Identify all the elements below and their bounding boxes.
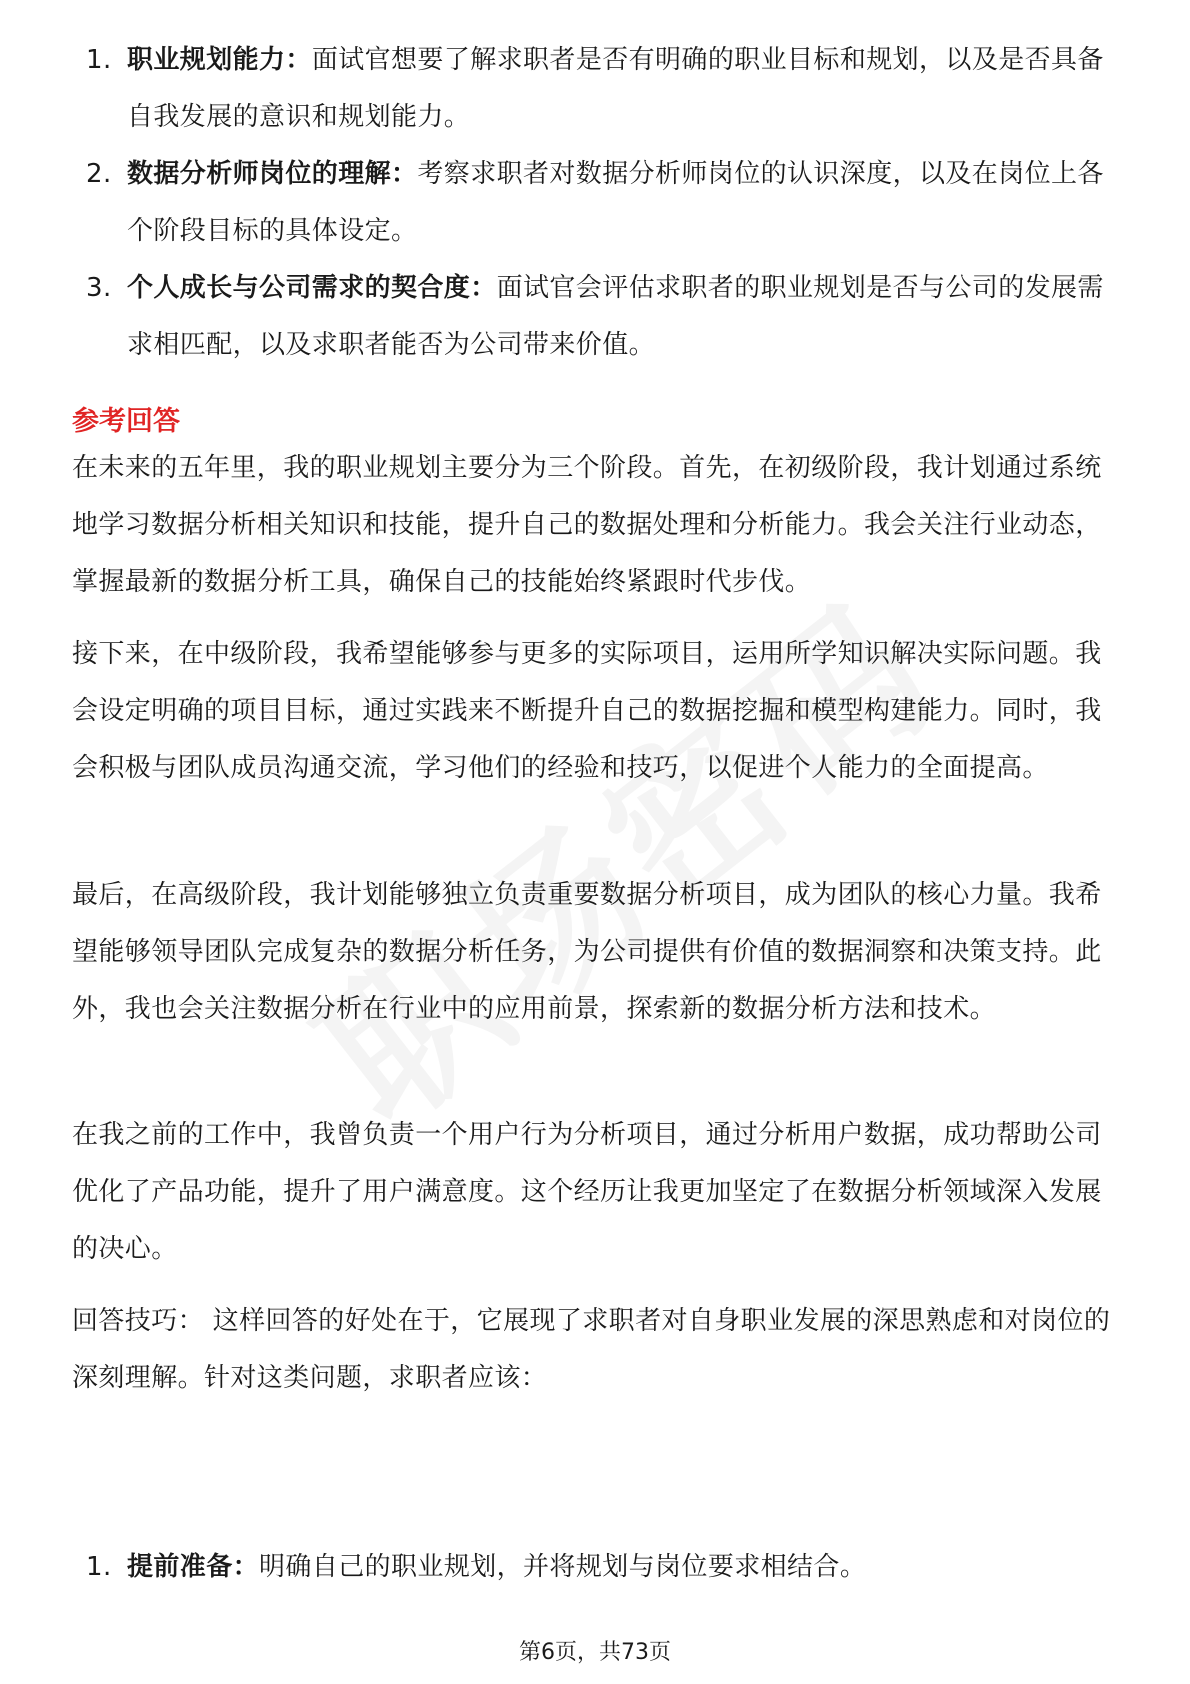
list-item-title: 提前准备： (127, 1552, 260, 1582)
list-item (72, 260, 1122, 374)
list-number: 1. (86, 45, 112, 75)
list-number: 3. (86, 273, 112, 303)
list-item (72, 146, 1122, 260)
list-item (72, 32, 1122, 146)
list-number: 2. (86, 159, 112, 189)
answer-tips-paragraph: 回答技巧： 这样回答的好处在于，它展现了求职者对自身职业发展的深思熟虑和对岗位的深刻理解。针对这类问题，求职者应该： (72, 1306, 1111, 1393)
answer-paragraph: 接下来，在中级阶段，我希望能够参与更多的实际项目，运用所学知识解决实际问题。我会设定明确的项目目标，通过实践来不断提升自己的数据挖掘和模型构建能力。同时，我会积极与团队成员沟通交流，学习他们的经验和技巧，以促进个人能力的全面提高。 (72, 639, 1102, 783)
list-item-text: 面试官想要了解求职者是否有明确的职业目标和规划，以及是否具备自我发展的意识和规划能力。 (127, 45, 1104, 132)
answer-paragraph: 在我之前的工作中，我曾负责一个用户行为分析项目，通过分析用户数据，成功帮助公司优化了产品功能，提升了用户满意度。这个经历让我更加坚定了在数据分析领域深入发展的决心。 (72, 1120, 1102, 1264)
list-item-text: 面试官会评估求职者的职业规划是否与公司的发展需求相匹配，以及求职者能否为公司带来价值。 (127, 273, 1104, 360)
list-item-title: 数据分析师岗位的理解： (127, 159, 418, 189)
answer-paragraph: 最后，在高级阶段，我计划能够独立负责重要数据分析项目，成为团队的核心力量。我希望能够领导团队完成复杂的数据分析任务，为公司提供有价值的数据洞察和决策支持。此外，我也会关注数据分析在行业中的应用前景，探索新的数据分析方法和技术。 (72, 880, 1102, 1024)
tips-list (72, 1539, 1122, 1596)
list-item-text: 明确自己的职业规划，并将规划与岗位要求相结合。 (259, 1552, 867, 1582)
list-item-title: 职业规划能力： (127, 45, 312, 75)
list-item-text: 考察求职者对数据分析师岗位的认识深度，以及在岗位上各个阶段目标的具体设定。 (127, 159, 1104, 246)
section-heading: 参考回答 (72, 406, 180, 437)
list-item (72, 1539, 1122, 1596)
answer-paragraph: 在未来的五年里，我的职业规划主要分为三个阶段。首先，在初级阶段，我计划通过系统地学习数据分析相关知识和技能，提升自己的数据处理和分析能力。我会关注行业动态，掌握最新的数据分析工具，确保自己的技能始终紧跟时代步伐。 (72, 453, 1102, 597)
list-item-title: 个人成长与公司需求的契合度： (127, 273, 497, 303)
page-footer: 第6页，共73页 (519, 1640, 671, 1665)
criteria-list (72, 32, 1122, 374)
list-number: 1. (86, 1552, 112, 1582)
